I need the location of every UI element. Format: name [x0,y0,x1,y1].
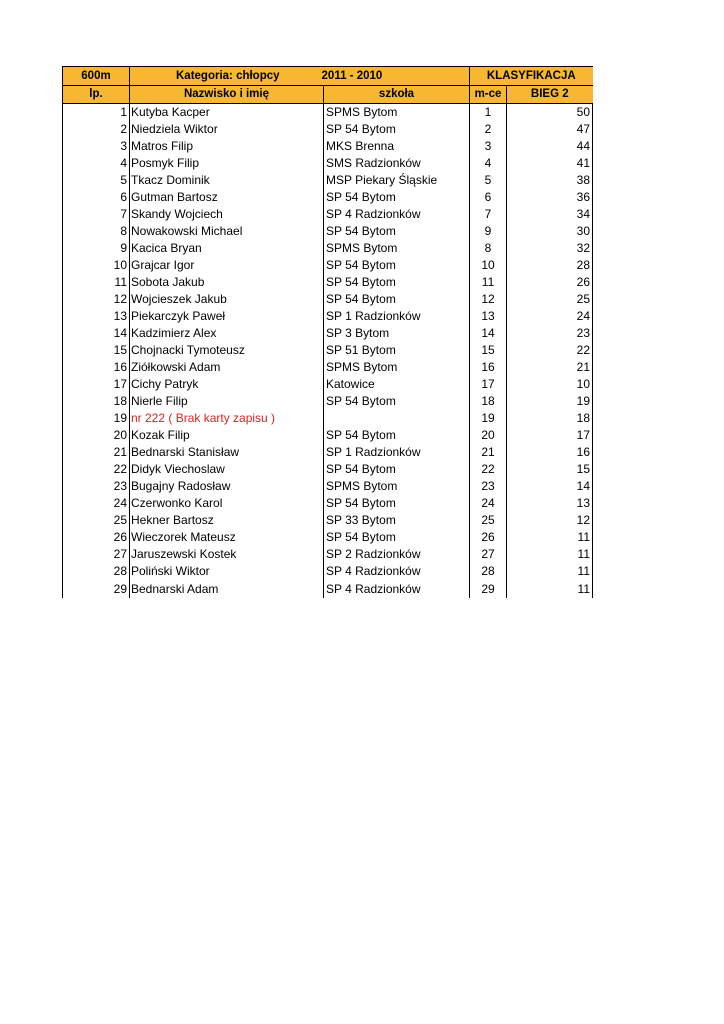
name-cell: Grajcar Igor [131,258,195,272]
place-cell: 6 [470,189,507,206]
run-points-cell: 14 [507,478,593,495]
name-cell: Wojcieszek Jakub [131,292,227,306]
place-cell: 17 [470,376,507,393]
run-points-cell: 13 [507,495,593,512]
lp-cell: 17 [63,376,130,393]
run-points-cell: 22 [507,342,593,359]
place-cell: 18 [470,393,507,410]
lp-cell: 3 [63,138,130,155]
place-cell: 14 [470,325,507,342]
run-points-cell: 38 [507,172,593,189]
name-cell: Niedziela Wiktor [131,122,218,136]
place-cell: 23 [470,478,507,495]
lp-cell: 18 [63,393,130,410]
name-cell: Sobota Jakub [131,275,205,289]
school-cell: SP 54 Bytom [324,223,470,240]
run-points-cell: 12 [507,512,593,529]
place-cell: 1 [470,104,507,122]
school-cell: SP 54 Bytom [324,291,470,308]
table-row [63,427,593,444]
place-cell: 2 [470,121,507,138]
name-cell: Cichy Patryk [131,377,199,391]
col-school-header: szkoła [324,86,470,104]
school-cell: SP 54 Bytom [324,427,470,444]
lp-cell: 5 [63,172,130,189]
school-cell: SPMS Bytom [324,478,470,495]
table-row [63,546,593,563]
place-cell: 25 [470,512,507,529]
table-row [63,121,593,138]
table-row [63,223,593,240]
place-cell: 3 [470,138,507,155]
name-cell: Czerwonko Karol [131,496,223,510]
lp-cell: 10 [63,257,130,274]
place-cell: 20 [470,427,507,444]
table-row [63,359,593,376]
school-cell: SP 54 Bytom [324,393,470,410]
col-name-header: Nazwisko i imię [130,86,324,104]
name-cell: Wieczorek Mateusz [131,530,236,544]
name-cell: Piekarczyk Paweł [131,309,226,323]
school-cell: SP 54 Bytom [324,495,470,512]
table-row [63,189,593,206]
school-cell: SP 51 Bytom [324,342,470,359]
run-points-cell: 47 [507,121,593,138]
table-row [63,512,593,529]
lp-cell: 21 [63,444,130,461]
place-cell: 13 [470,308,507,325]
table-row [63,563,593,580]
lp-cell: 20 [63,427,130,444]
name-cell: Nowakowski Michael [131,224,243,238]
lp-cell: 25 [63,512,130,529]
header-row-top [63,67,593,86]
place-cell: 10 [470,257,507,274]
run-points-cell: 32 [507,240,593,257]
lp-cell: 24 [63,495,130,512]
place-cell: 4 [470,155,507,172]
run-points-cell: 11 [507,529,593,546]
school-cell: SP 4 Radzionków [324,580,470,598]
school-cell: SP 54 Bytom [324,529,470,546]
table-row [63,155,593,172]
school-cell: SP 4 Radzionków [324,563,470,580]
name-cell: Kutyba Kacper [131,105,210,119]
lp-cell: 27 [63,546,130,563]
run-points-cell: 25 [507,291,593,308]
name-cell: Bugajny Radosław [131,479,231,493]
lp-cell: 13 [63,308,130,325]
name-cell: Jaruszewski Kostek [131,547,237,561]
run-points-cell: 21 [507,359,593,376]
run-points-cell: 11 [507,580,593,598]
lp-cell: 4 [63,155,130,172]
results-body [63,104,593,599]
lp-cell: 26 [63,529,130,546]
school-cell: SP 54 Bytom [324,274,470,291]
run-points-cell: 23 [507,325,593,342]
name-cell: Bednarski Adam [131,581,219,596]
school-cell: SP 54 Bytom [324,257,470,274]
table-row [63,138,593,155]
name-cell: nr 222 ( Brak karty zapisu ) [131,411,276,425]
name-cell: Tkacz Dominik [131,173,210,187]
name-cell: Chojnacki Tymoteusz [131,343,245,357]
run-points-cell: 17 [507,427,593,444]
school-cell [324,410,470,427]
name-cell: Kozak Filip [131,428,190,442]
school-cell: Katowice [324,376,470,393]
table-row [63,444,593,461]
lp-cell: 29 [63,580,130,598]
col-run-header: BIEG 2 [507,86,593,104]
place-cell: 5 [470,172,507,189]
place-cell: 11 [470,274,507,291]
lp-cell: 1 [63,104,130,122]
lp-cell: 2 [63,121,130,138]
table-row [63,461,593,478]
table-row [63,393,593,410]
name-cell: Gutman Bartosz [131,190,218,204]
lp-cell: 11 [63,274,130,291]
run-points-cell: 50 [507,104,593,122]
name-cell: Poliński Wiktor [131,564,210,578]
table-row [63,410,593,427]
place-cell: 29 [470,580,507,598]
school-cell: SP 33 Bytom [324,512,470,529]
run-points-cell: 16 [507,444,593,461]
table-row [63,342,593,359]
place-cell: 16 [470,359,507,376]
lp-cell: 16 [63,359,130,376]
school-cell: SP 1 Radzionków [324,444,470,461]
run-points-cell: 11 [507,546,593,563]
col-place-header: m-ce [470,86,507,104]
school-cell: SPMS Bytom [324,104,470,122]
run-points-cell: 28 [507,257,593,274]
years-label: 2011 - 2010 [321,69,383,82]
run-points-cell: 19 [507,393,593,410]
table-row [63,257,593,274]
results-sheet [62,66,592,598]
run-points-cell: 41 [507,155,593,172]
school-cell: MSP Piekary Śląskie [324,172,470,189]
table-row [63,240,593,257]
name-cell: Didyk Viechoslaw [131,462,225,476]
table-row [63,478,593,495]
lp-cell: 7 [63,206,130,223]
school-cell: SPMS Bytom [324,240,470,257]
name-cell: Kacica Bryan [131,241,202,255]
lp-cell: 15 [63,342,130,359]
lp-cell: 12 [63,291,130,308]
name-cell: Skandy Wojciech [131,207,223,221]
place-cell: 22 [470,461,507,478]
table-row [63,580,593,598]
school-cell: SP 54 Bytom [324,121,470,138]
place-cell: 12 [470,291,507,308]
run-points-cell: 44 [507,138,593,155]
lp-cell: 9 [63,240,130,257]
school-cell: SP 4 Radzionków [324,206,470,223]
run-points-cell: 15 [507,461,593,478]
classification-cell: KLASYFIKACJA [470,67,593,86]
run-points-cell: 24 [507,308,593,325]
place-cell: 24 [470,495,507,512]
name-cell: Kadzimierz Alex [131,326,217,340]
place-cell: 27 [470,546,507,563]
header-row-columns [63,86,593,104]
table-row [63,274,593,291]
school-cell: SP 2 Radzionków [324,546,470,563]
run-points-cell: 36 [507,189,593,206]
table-row [63,495,593,512]
run-points-cell: 26 [507,274,593,291]
place-cell: 19 [470,410,507,427]
lp-cell: 19 [63,410,130,427]
name-cell: Nierle Filip [131,394,188,408]
table-row [63,172,593,189]
run-points-cell: 30 [507,223,593,240]
school-cell: SMS Radzionków [324,155,470,172]
name-cell: Bednarski Stanisław [131,445,240,459]
run-points-cell: 11 [507,563,593,580]
table-row [63,529,593,546]
run-points-cell: 34 [507,206,593,223]
table-row [63,104,593,122]
school-cell: MKS Brenna [324,138,470,155]
name-cell: Ziółkowski Adam [131,360,221,374]
place-cell: 8 [470,240,507,257]
school-cell: SP 1 Radzionków [324,308,470,325]
place-cell: 15 [470,342,507,359]
school-cell: SPMS Bytom [324,359,470,376]
lp-cell: 14 [63,325,130,342]
results-table [62,66,593,598]
place-cell: 28 [470,563,507,580]
table-row [63,308,593,325]
lp-cell: 6 [63,189,130,206]
category-label: Kategoria: chłopcy [176,69,280,82]
run-points-cell: 10 [507,376,593,393]
col-lp-header: lp. [63,86,130,104]
lp-cell: 28 [63,563,130,580]
name-cell: Hekner Bartosz [131,513,214,527]
name-cell: Matros Filip [131,139,194,153]
run-points-cell: 18 [507,410,593,427]
category-cell [130,67,470,86]
place-cell: 21 [470,444,507,461]
table-row [63,376,593,393]
table-row [63,291,593,308]
table-row [63,325,593,342]
place-cell: 7 [470,206,507,223]
school-cell: SP 54 Bytom [324,461,470,478]
name-cell: Posmyk Filip [131,156,200,170]
school-cell: SP 54 Bytom [324,189,470,206]
table-row [63,206,593,223]
school-cell: SP 3 Bytom [324,325,470,342]
distance-cell: 600m [63,67,130,86]
lp-cell: 8 [63,223,130,240]
lp-cell: 22 [63,461,130,478]
place-cell: 26 [470,529,507,546]
lp-cell: 23 [63,478,130,495]
place-cell: 9 [470,223,507,240]
